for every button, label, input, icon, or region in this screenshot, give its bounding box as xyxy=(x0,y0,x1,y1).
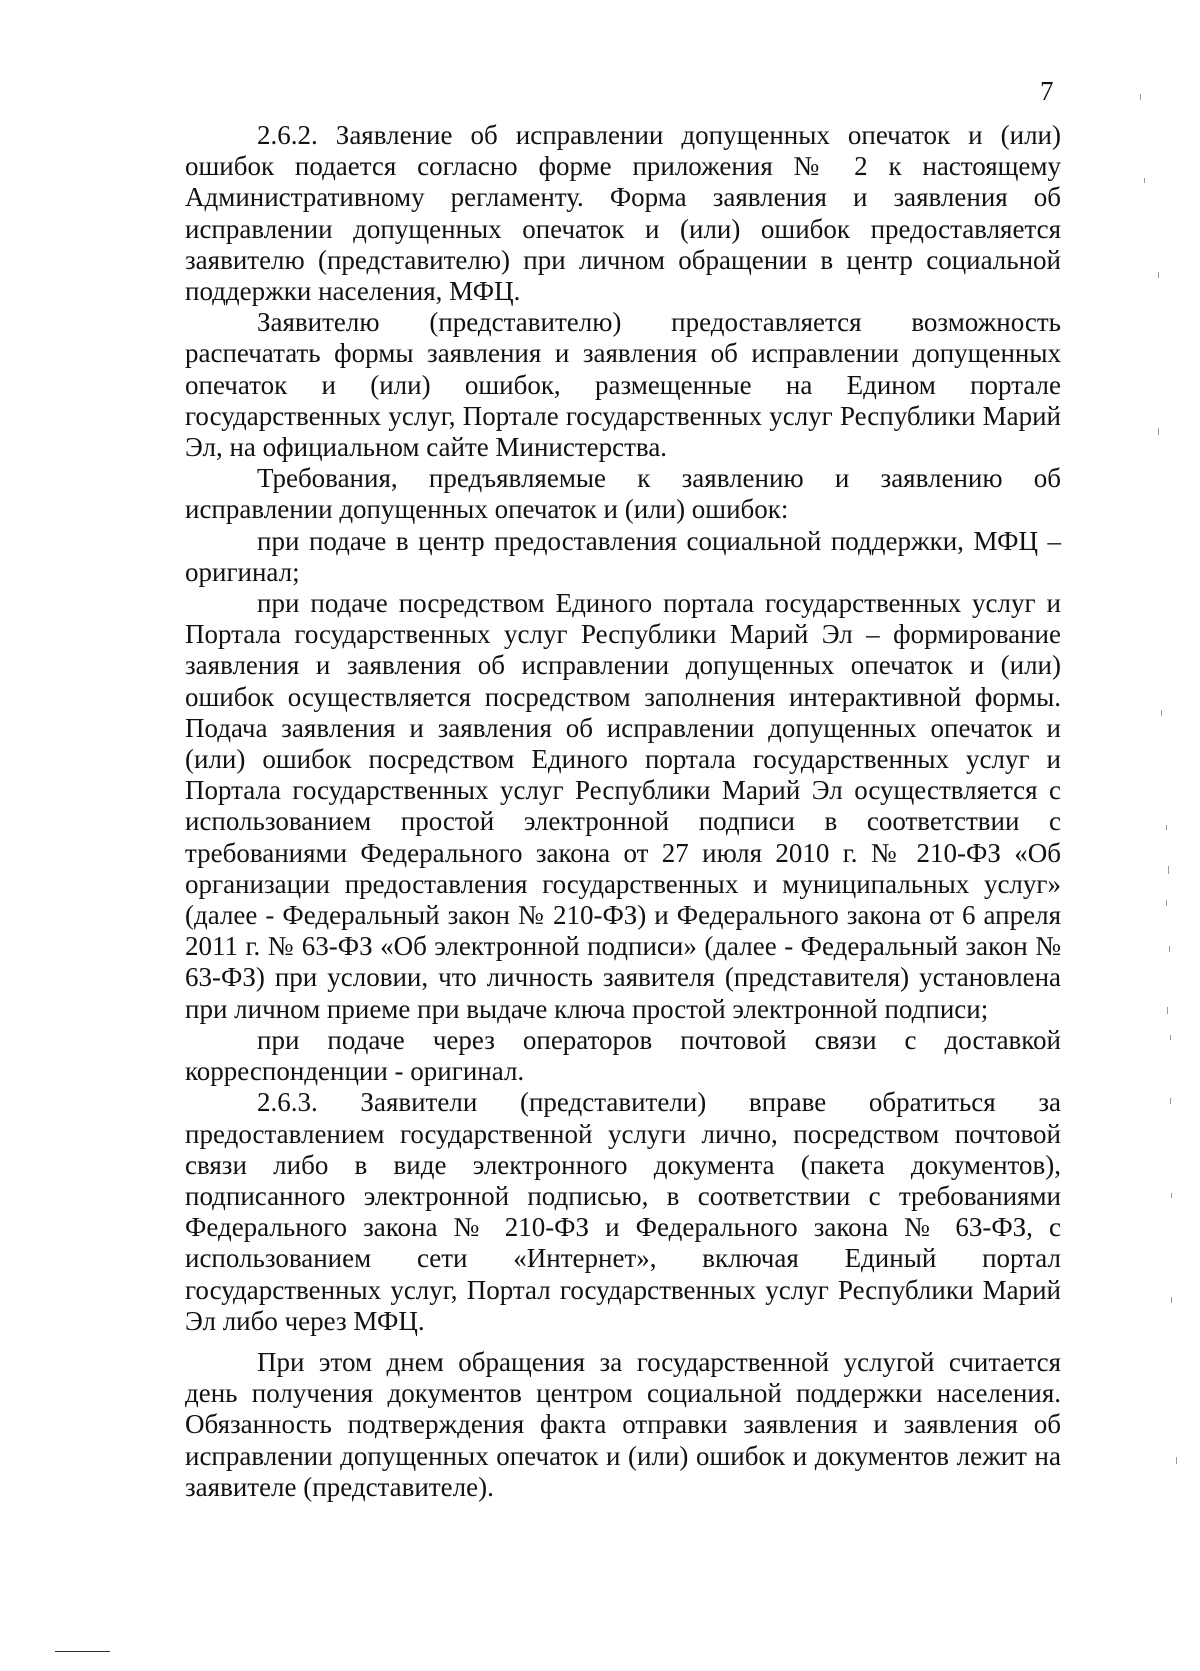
paragraph-print-forms: Заявителю (представителю) предоставляется возможность распечатать формы заявления и заявления об исправлении допущенных опечаток и (или) ошибок, размещенные на Едином портале государственных услуг, Портале государственных услуг Республики Марий Эл, на официальном сайте Министерства. xyxy=(185,307,1061,463)
scan-speck xyxy=(1158,272,1159,278)
scan-speck xyxy=(1168,866,1169,874)
scan-speck xyxy=(1176,1457,1177,1464)
paragraph-2-6-3: 2.6.3. Заявители (представители) вправе обратиться за предоставлением государственной услуги лично, посредством почтовой связи либо в виде электронного документа (пакета документов), подписанного электронной подписью, в соответствии с требованиями Федерального закона № 210-ФЗ и Федерального закона № 63-ФЗ, с использованием сети «Интернет», включая Единый портал государственных услуг, Портал государственных услуг Республики Марий Эл либо через МФЦ. xyxy=(185,1087,1061,1336)
scan-speck xyxy=(1166,825,1167,830)
footer-rule xyxy=(55,1651,110,1652)
paragraph-application-day: При этом днем обращения за государственной услугой считается день получения документов центром социальной поддержки населения. Обязанность подтверждения факта отправки заявления и заявления об исправлении допущенных опечаток и (или) ошибок и документов лежит на заявителе (представителе). xyxy=(185,1346,1061,1502)
scan-speck xyxy=(1170,1098,1171,1104)
paragraph-center-original: при подаче в центр предоставления социальной поддержки, МФЦ – оригинал; xyxy=(185,525,1061,587)
document-body xyxy=(185,120,1061,1503)
scan-speck xyxy=(1171,1193,1172,1198)
scan-speck xyxy=(1161,710,1162,716)
scan-speck xyxy=(1140,94,1141,100)
scan-speck xyxy=(1166,900,1167,906)
paragraph-postal-submission: при подаче через операторов почтовой связи с доставкой корреспонденции - оригинал. xyxy=(185,1024,1061,1087)
scan-speck xyxy=(1169,946,1170,952)
scan-speck xyxy=(1158,428,1159,435)
paragraph-requirements: Требования, предъявляемые к заявлению и заявлению об исправлении допущенных опечаток и (или) ошибок: xyxy=(185,463,1061,525)
scan-speck xyxy=(1171,1297,1172,1303)
scan-speck xyxy=(1170,1035,1171,1040)
scan-speck xyxy=(1167,1007,1168,1014)
scan-speck xyxy=(1144,178,1145,183)
paragraph-2-6-2: 2.6.2. Заявление об исправлении допущенных опечаток и (или) ошибок подается согласно форме приложения № 2 к настоящему Административному регламенту. Форма заявления и заявления об исправлении допущенных опечаток и (или) ошибок предоставляется заявителю (представителю) при личном обращении в центр социальной поддержки населения, МФЦ. xyxy=(185,120,1061,307)
paragraph-portal-submission: при подаче посредством Единого портала государственных услуг и Портала государственных услуг Республики Марий Эл – формирование заявления и заявления об исправлении допущенных опечаток и (или) ошибок осуществляется посредством заполнения интерактивной формы. Подача заявления и заявления об исправлении допущенных опечаток и (или) ошибок посредством Единого портала государственных услуг и Портала государственных услуг Республики Марий Эл осуществляется с использованием простой электронной подписи в соответствии с требованиями Федерального закона от 27 июля 2010 г. № 210-ФЗ «Об организации предоставления государственных и муниципальных услуг» (далее - Федеральный закон № 210-ФЗ) и Федерального закона от 6 апреля 2011 г. № 63-ФЗ «Об электронной подписи» (далее - Федеральный закон № 63-ФЗ) при условии, что личность заявителя (представителя) установлена при личном приеме при выдаче ключа простой электронной подписи; xyxy=(185,588,1061,1024)
page-number: 7 xyxy=(1040,76,1054,106)
